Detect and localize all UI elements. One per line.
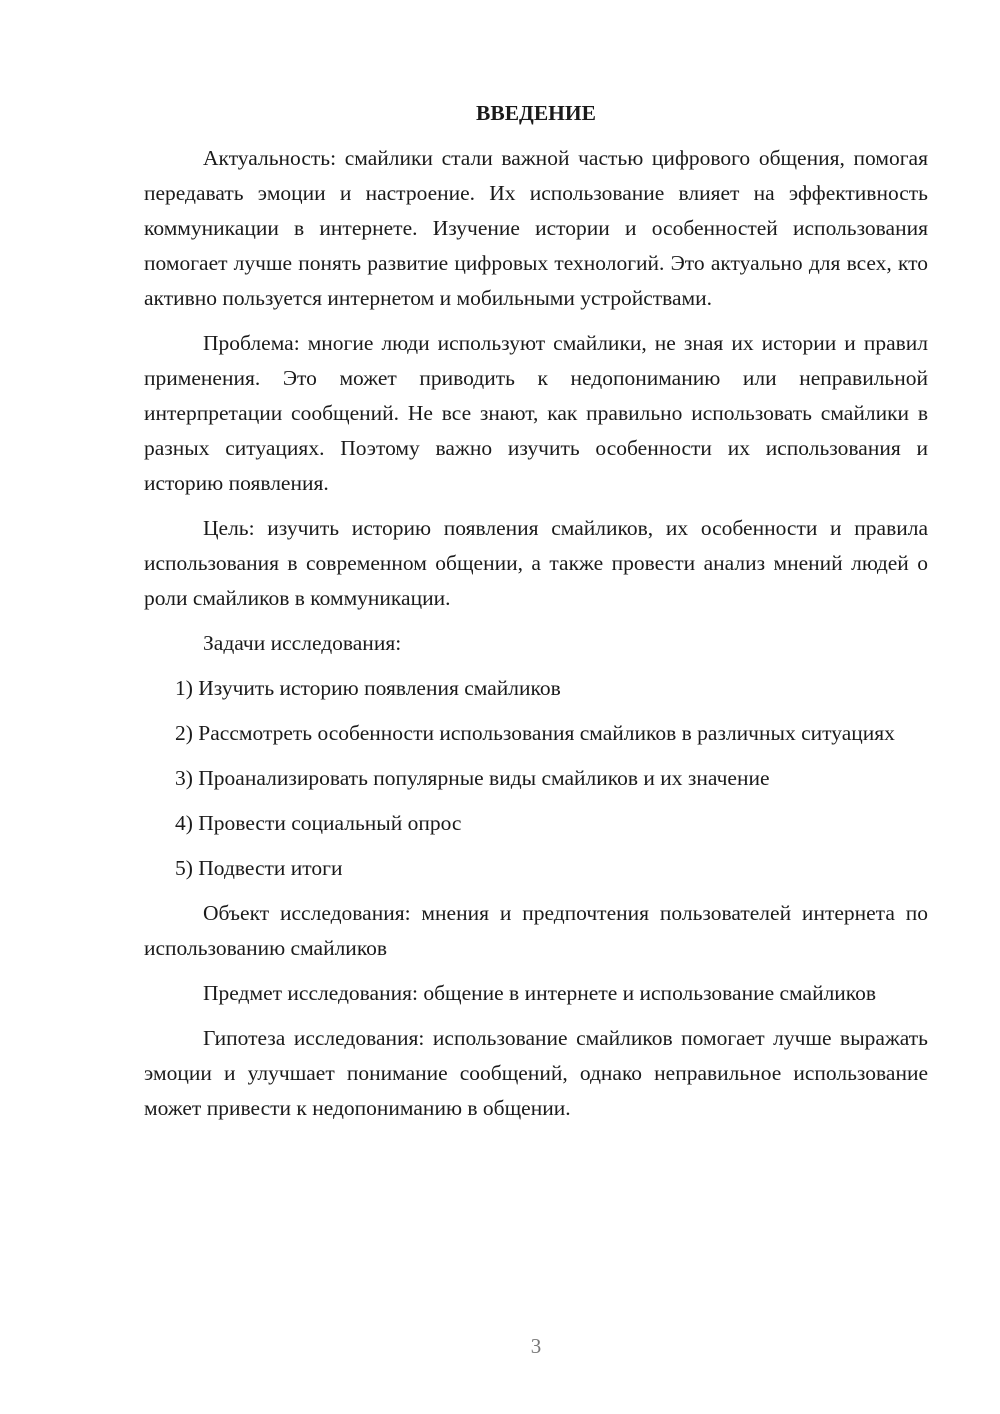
paragraph-relevance: Актуальность: смайлики стали важной частью цифрового общения, помогая передавать эмоции и настроение. Их использование влияет на эффективность коммуникации в интернете. Изучение истории и особенностей использования помогает лучше понять развитие цифровых технологий. Это актуально для всех, кто активно пользуется интернетом и мобильными устройствами.	[144, 146, 928, 310]
task-item-3: 3) Проанализировать популярные виды смайликов и их значение	[175, 766, 770, 790]
section-title: ВВЕДЕНИЕ	[476, 101, 596, 125]
paragraph-object: Объект исследования: мнения и предпочтения пользователей интернета по использованию смайликов	[144, 901, 928, 960]
task-item-4: 4) Провести социальный опрос	[175, 811, 462, 835]
paragraph-goal: Цель: изучить историю появления смайликов, их особенности и правила использования в современном общении, а также провести анализ мнений людей о роли смайликов в коммуникации.	[144, 516, 928, 610]
task-item-5: 5) Подвести итоги	[175, 856, 343, 880]
paragraph-problem: Проблема: многие люди используют смайлики, не зная их истории и правил применения. Это может приводить к недопониманию или неправильной интерпретации сообщений. Не все знают, как правильно использовать смайлики в разных ситуациях. Поэтому важно изучить особенности их использования и историю появления.	[144, 331, 928, 495]
task-item-1: 1) Изучить историю появления смайликов	[175, 676, 561, 700]
page-number: 3	[530, 1334, 542, 1358]
paragraph-hypothesis: Гипотеза исследования: использование смайликов помогает лучше выражать эмоции и улучшает понимание сообщений, однако неправильное использование может привести к недопониманию в общении.	[144, 1026, 928, 1120]
paragraph-subject: Предмет исследования: общение в интернете и использование смайликов	[203, 981, 877, 1005]
task-item-2: 2) Рассмотреть особенности использования смайликов в различных ситуациях	[175, 721, 895, 745]
tasks-heading: Задачи исследования:	[203, 631, 402, 655]
document-page	[144, 96, 928, 1136]
